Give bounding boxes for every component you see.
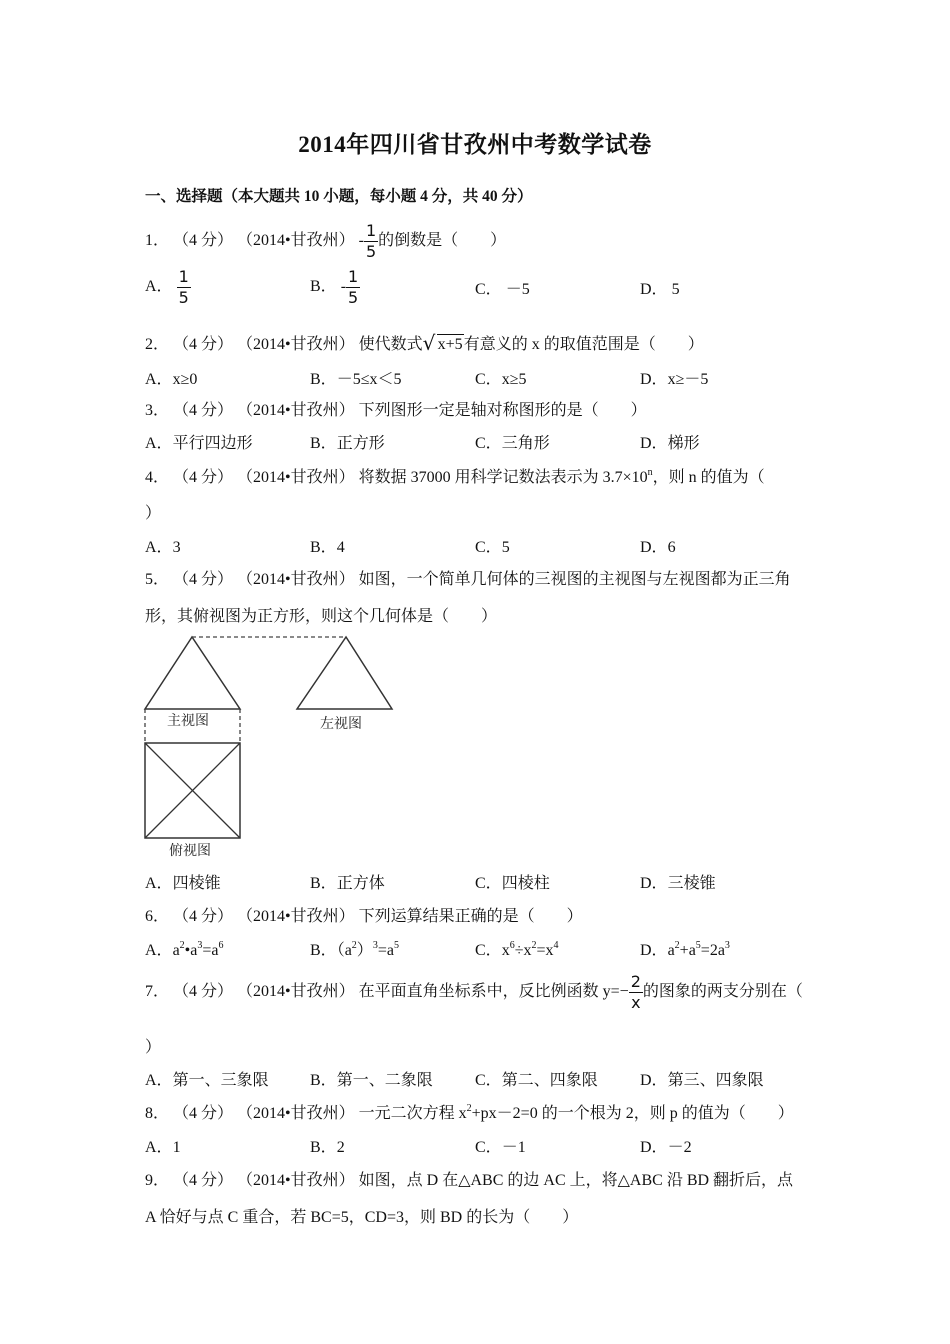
option-label: A． (145, 875, 173, 892)
option-label: C． (475, 1139, 502, 1156)
option-label: D． (640, 539, 668, 556)
option-text: 四棱柱 (501, 875, 550, 892)
option-label: A． (145, 1072, 173, 1089)
option-text: 第一、二象限 (336, 1072, 433, 1089)
expr-part: •a (184, 942, 198, 959)
exponent: 4 (553, 940, 559, 951)
q8-option-d[interactable] (640, 1134, 692, 1157)
q4-option-d[interactable] (640, 534, 676, 557)
question-score: （4 分） (173, 908, 234, 925)
question-text: 下列图形一定是轴对称图形的是（ ） (358, 402, 647, 419)
q5-option-a[interactable] (145, 870, 221, 893)
expr-part: =a (377, 942, 394, 959)
q1-option-b[interactable] (310, 268, 360, 307)
option-text: 第一、三象限 (172, 1072, 269, 1089)
fraction-numerator: 1 (178, 267, 189, 286)
q5-option-d[interactable] (640, 870, 716, 893)
option-label: B． (310, 942, 337, 959)
option-label: B． (310, 1139, 337, 1156)
q3-option-a[interactable] (145, 430, 253, 453)
question-score: （4 分） (173, 1105, 234, 1122)
exponent: 5 (393, 940, 399, 951)
question-text: 使代数式 (358, 336, 423, 353)
section-header: 一、选择题（本大题共 10 小题，每小题 4 分，共 40 分） (145, 188, 533, 205)
option-label: C． (475, 942, 502, 959)
question-text: 的倒数是（ ） (378, 232, 507, 250)
option-label: D． (640, 875, 668, 892)
exponent: 6 (509, 940, 515, 951)
option-label: B． (310, 278, 337, 296)
option-label: C． (475, 435, 502, 452)
page-title: 2014年四川省甘孜州中考数学试卷 (298, 132, 652, 157)
q6-option-b[interactable] (310, 937, 399, 960)
q2-option-d[interactable] (640, 366, 708, 389)
exponent: 5 (695, 940, 701, 951)
option-label: B． (310, 371, 337, 388)
option-text: 4 (336, 539, 345, 556)
exponent: n (647, 467, 653, 478)
question-7 (145, 973, 803, 1012)
question-number: 1． (145, 232, 170, 250)
q2-option-c[interactable] (475, 366, 526, 389)
option-text: 第二、四象限 (501, 1072, 598, 1089)
expr-part: ÷x (514, 942, 532, 959)
option-text: 平行四边形 (172, 435, 253, 452)
left-view-label: 左视图 (320, 716, 362, 732)
q1-option-a[interactable] (145, 268, 191, 307)
left-view-triangle (297, 637, 392, 709)
question-source: （2014•甘孜州） (237, 1172, 355, 1189)
expr-part: a (667, 942, 675, 959)
exponent: 3 (724, 940, 730, 951)
question-number: 3． (145, 402, 170, 419)
question-text-after: ，则 n 的值为（ (652, 469, 765, 486)
option-label: D． (640, 1072, 668, 1089)
question-score: （4 分） (173, 336, 234, 353)
option-text: 5 (671, 281, 680, 298)
expr-part: a (172, 942, 180, 959)
option-text: －2 (667, 1139, 692, 1156)
exponent: 2 (466, 1103, 472, 1114)
question-score: （4 分） (173, 232, 234, 250)
question-text: 如图，一个简单几何体的三视图的主视图与左视图都为正三角 (358, 571, 791, 588)
option-label: A． (145, 1139, 173, 1156)
exponent: 3 (372, 940, 378, 951)
expr-part: =2a (700, 942, 725, 959)
option-text: x≥－5 (667, 371, 709, 388)
q6-option-d[interactable] (640, 937, 730, 960)
option-label: D． (640, 281, 668, 298)
option-label: D． (640, 1139, 668, 1156)
front-view-triangle (145, 637, 240, 709)
option-label: A． (145, 371, 173, 388)
option-label: D． (640, 371, 668, 388)
option-label: A． (145, 435, 173, 452)
minus-sign: − (619, 983, 629, 1001)
option-text: 5 (501, 539, 510, 556)
q5-option-b[interactable] (310, 870, 385, 893)
expr-part: =a (202, 942, 219, 959)
expr-part: =x (536, 942, 554, 959)
q2-option-a[interactable] (145, 366, 197, 389)
option-label: A． (145, 278, 173, 296)
question-text-after: 的图象的两支分别在（ (642, 983, 803, 1001)
fraction-numerator: 1 (348, 267, 359, 286)
option-text: －5 (505, 281, 530, 298)
option-text: 第三、四象限 (667, 1072, 764, 1089)
radicand: x+5 (437, 336, 463, 353)
question-text-after: 有意义的 x 的取值范围是（ ） (463, 336, 704, 353)
minus-sign: - (358, 232, 364, 250)
option-text: －5≤x＜5 (336, 371, 402, 388)
option-label: B． (310, 435, 337, 452)
fraction (177, 268, 191, 307)
option-label: B． (310, 539, 337, 556)
option-label: B． (310, 1072, 337, 1089)
option-text: x≥0 (172, 371, 198, 388)
question-5 (145, 566, 791, 589)
q7-option-d[interactable] (640, 1067, 764, 1090)
question-source: （2014•甘孜州） (237, 983, 355, 1001)
exponent: 6 (218, 940, 224, 951)
question-4-line2: ） (145, 505, 162, 522)
q7-option-c[interactable] (475, 1067, 598, 1090)
option-label: C． (475, 371, 502, 388)
fraction-denominator: 5 (178, 288, 189, 307)
option-text: 1 (172, 1139, 181, 1156)
radical-sign-icon: √ (422, 331, 436, 355)
question-text: 如图，点 D 在△ABC 的边 AC 上，将△ABC 沿 BD 翻折后，点 (358, 1172, 794, 1189)
q8-option-c[interactable] (475, 1134, 526, 1157)
question-4 (145, 464, 765, 487)
option-label: B． (310, 875, 337, 892)
front-view-label: 主视图 (167, 713, 209, 729)
q7-option-a[interactable] (145, 1067, 269, 1090)
question-score: （4 分） (173, 469, 234, 486)
question-score: （4 分） (173, 402, 234, 419)
fraction-denominator: 5 (365, 242, 377, 261)
question-7-line2: ） (145, 1039, 162, 1056)
fraction-numerator: 1 (365, 221, 377, 240)
option-text: 三角形 (501, 435, 550, 452)
q2-option-b[interactable] (310, 366, 401, 389)
q3-option-b[interactable] (310, 430, 385, 453)
option-text: 2 (336, 1139, 345, 1156)
question-number: 9． (145, 1172, 170, 1189)
question-text: 下列运算结果正确的是（ ） (358, 908, 583, 925)
expr-part: x (501, 942, 510, 959)
q3-option-d[interactable] (640, 430, 700, 453)
option-label: A． (145, 942, 173, 959)
q8-option-b[interactable] (310, 1134, 345, 1157)
question-number: 4． (145, 469, 170, 486)
fraction-numerator: 2 (630, 972, 641, 991)
question-number: 6． (145, 908, 170, 925)
q4-option-c[interactable] (475, 534, 510, 557)
question-score: （4 分） (173, 983, 234, 1001)
option-text: 四棱锥 (172, 875, 221, 892)
q6-option-a[interactable] (145, 937, 224, 960)
q6-option-c[interactable] (475, 937, 559, 960)
question-source: （2014•甘孜州） (237, 232, 355, 250)
top-view-label: 俯视图 (169, 843, 211, 859)
minus-sign: - (340, 278, 347, 296)
option-label: D． (640, 435, 668, 452)
question-score: （4 分） (173, 571, 234, 588)
question-1 (145, 222, 506, 261)
expr-part: （a (336, 942, 352, 959)
exponent: 2 (531, 940, 537, 951)
option-text: 正方体 (336, 875, 385, 892)
question-number: 8． (145, 1105, 170, 1122)
option-label: C． (475, 281, 502, 298)
question-source: （2014•甘孜州） (237, 1105, 355, 1122)
question-text: 在平面直角坐标系中，反比例函数 y= (358, 983, 620, 1001)
q7-option-b[interactable] (310, 1067, 433, 1090)
three-views-figure (140, 630, 400, 865)
option-label: C． (475, 875, 502, 892)
exponent: 2 (674, 940, 680, 951)
question-text: 将数据 37000 用科学记数法表示为 3.7×10 (358, 469, 648, 486)
q3-option-c[interactable] (475, 430, 550, 453)
question-number: 2． (145, 336, 170, 353)
option-label: C． (475, 539, 502, 556)
q5-option-c[interactable] (475, 870, 550, 893)
question-9 (145, 1167, 793, 1190)
question-text: 一元二次方程 x (358, 1105, 467, 1122)
option-label: A． (145, 539, 173, 556)
q1-option-d[interactable] (640, 276, 680, 299)
question-text-after: +px－2=0 的一个根为 2，则 p 的值为（ ） (471, 1105, 794, 1122)
question-source: （2014•甘孜州） (237, 469, 355, 486)
question-5-line2: 形，其俯视图为正方形，则这个几何体是（ ） (145, 608, 498, 625)
question-number: 7． (145, 983, 170, 1001)
question-source: （2014•甘孜州） (237, 571, 355, 588)
q8-option-a[interactable] (145, 1134, 181, 1157)
option-text: 三棱锥 (667, 875, 716, 892)
q4-option-a[interactable] (145, 534, 181, 557)
option-text: 3 (172, 539, 181, 556)
option-label: C． (475, 1072, 502, 1089)
fraction (364, 222, 378, 261)
square-root (422, 331, 464, 355)
exponent: 3 (197, 940, 203, 951)
option-text: －1 (501, 1139, 526, 1156)
fraction-denominator: 5 (348, 288, 359, 307)
exponent: 2 (179, 940, 185, 951)
option-text: 正方形 (336, 435, 385, 452)
option-text: x≥5 (501, 371, 527, 388)
q1-option-c[interactable] (475, 276, 530, 299)
question-source: （2014•甘孜州） (237, 336, 355, 353)
option-text: 梯形 (667, 435, 700, 452)
fraction (629, 973, 643, 1012)
question-2 (145, 331, 704, 354)
question-source: （2014•甘孜州） (237, 402, 355, 419)
question-6 (145, 903, 583, 926)
question-3 (145, 397, 647, 420)
question-9-line2: A 恰好与点 C 重合，若 BC=5，CD=3，则 BD 的长为（ ） (145, 1209, 579, 1226)
question-8 (145, 1100, 794, 1123)
expr-part: +a (679, 942, 696, 959)
exponent: 2 (351, 940, 357, 951)
fraction (346, 268, 360, 307)
expr-part: ） (356, 942, 373, 959)
option-label: D． (640, 942, 668, 959)
question-score: （4 分） (173, 1172, 234, 1189)
q4-option-b[interactable] (310, 534, 345, 557)
option-text: 6 (667, 539, 676, 556)
question-number: 5． (145, 571, 170, 588)
question-source: （2014•甘孜州） (237, 908, 355, 925)
fraction-denominator: x (631, 993, 641, 1012)
